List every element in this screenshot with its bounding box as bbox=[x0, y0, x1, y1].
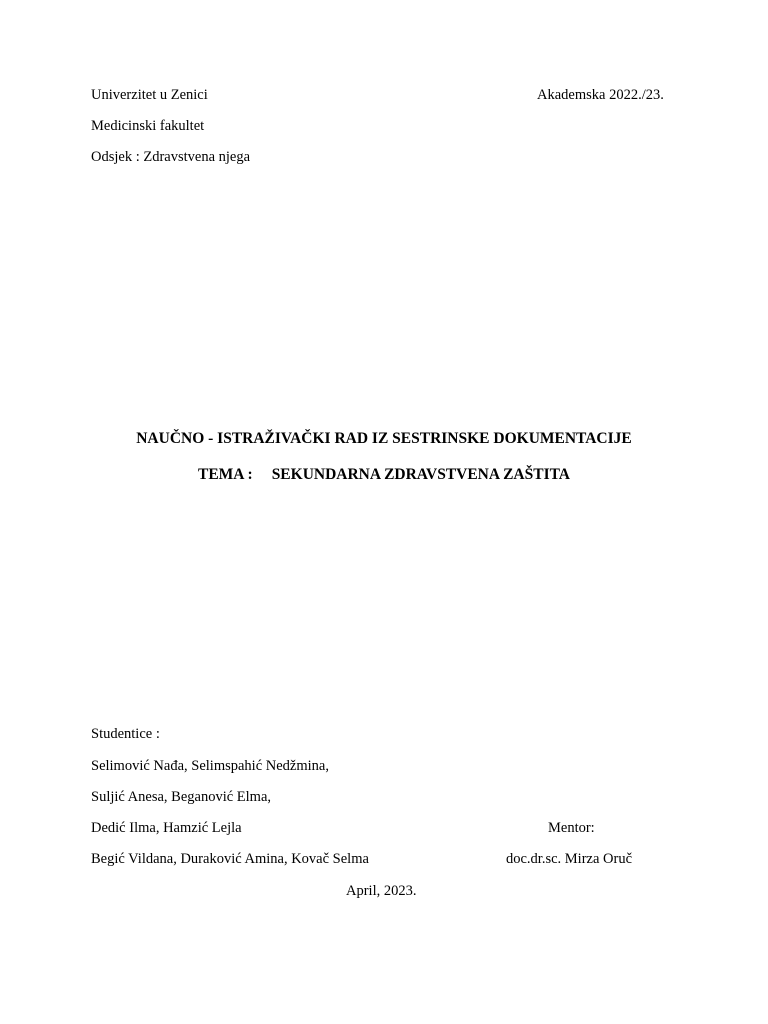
department-name: Odsjek : Zdravstvena njega bbox=[91, 149, 251, 165]
students-heading: Studentice : bbox=[91, 726, 160, 742]
document-date: April, 2023. bbox=[346, 883, 417, 899]
student-line: Selimović Nađa, Selimspahić Nedžmina, bbox=[91, 758, 329, 774]
topic-text: SEKUNDARNA ZDRAVSTVENA ZAŠTITA bbox=[271, 466, 570, 483]
topic-line bbox=[0, 465, 768, 485]
topic-label: TEMA : bbox=[198, 466, 253, 483]
student-line: Begić Vildana, Duraković Amina, Kovač Selma bbox=[91, 851, 369, 867]
student-line: Suljić Anesa, Beganović Elma, bbox=[91, 789, 272, 805]
student-line: Dedić Ilma, Hamzić Lejla bbox=[91, 820, 242, 836]
document-title: NAUČNO - ISTRAŽIVAČKI RAD IZ SESTRINSKE DOKUMENTACIJE bbox=[136, 430, 632, 447]
academic-year: Akademska 2022./23. bbox=[537, 87, 664, 103]
mentor-label: Mentor: bbox=[548, 820, 595, 836]
mentor-name: doc.dr.sc. Mirza Oruč bbox=[506, 851, 633, 867]
faculty-name: Medicinski fakultet bbox=[91, 118, 205, 134]
university-name: Univerzitet u Zenici bbox=[91, 87, 208, 103]
